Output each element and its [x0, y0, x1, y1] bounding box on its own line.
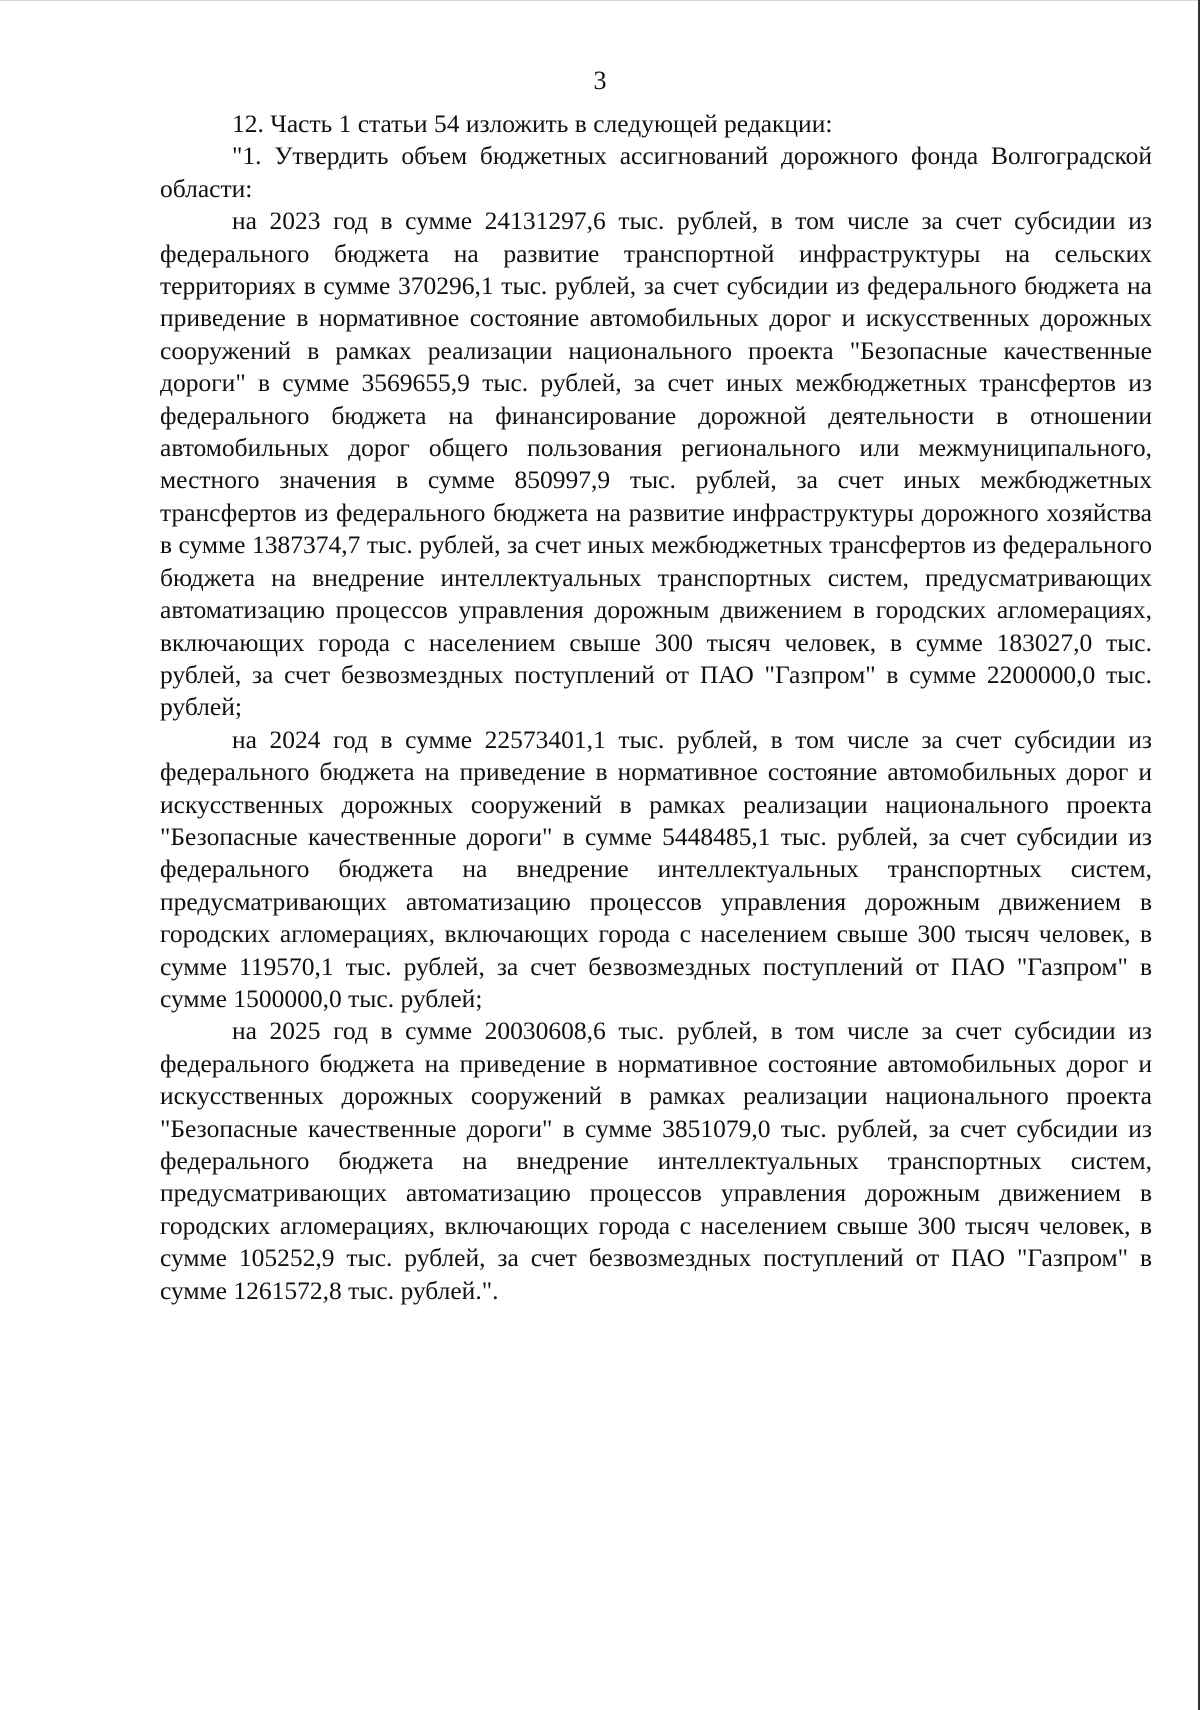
paragraph-2024: на 2024 год в сумме 22573401,1 тыс. рублей, в том числе за счет субсидии из федерального бюджета на приведение в нормативное состояние автомобильных дорог и искусственных дорожных сооружений в рамках реализации национального проекта "Безопасные качественные дороги" в сумме 5448485,1 тыс. рублей, за счет субсидии из федерального бюджета на внедрение интеллектуальных транспортных систем, предусматривающих автоматизацию процессов управления дорожным движением в городских агломерациях, включающих города с населением свыше 300 тысяч человек, в сумме 119570,1 тыс. рублей, за счет безвозмездных поступлений от ПАО "Газпром" в сумме 1500000,0 тыс. рублей;	[160, 724, 1152, 1013]
amendment-heading: 12. Часть 1 статьи 54 изложить в следующей редакции:	[232, 109, 833, 138]
page-number: 3	[593, 66, 607, 95]
page-top-edge	[0, 0, 1200, 1]
document-body	[160, 108, 1152, 1307]
paragraph-2023: на 2023 год в сумме 24131297,6 тыс. рублей, в том числе за счет субсидии из федерального бюджета на развитие транспортной инфраструктуры на сельских территориях в сумме 370296,1 тыс. рублей, за счет субсидии из федерального бюджета на приведение в нормативное состояние автомобильных дорог и искусственных дорожных сооружений в рамках реализации национального проекта "Безопасные качественные дороги" в сумме 3569655,9 тыс. рублей, за счет иных межбюджетных трансфертов из федерального бюджета на финансирование дорожной деятельности в отношении автомобильных дорог общего пользования регионального или межмуниципального, местного значения в сумме 850997,9 тыс. рублей, за счет иных межбюджетных трансфертов из федерального бюджета на развитие инфраструктуры дорожного хозяйства в сумме 1387374,7 тыс. рублей, за счет иных межбюджетных трансфертов из федерального бюджета на внедрение интеллектуальных транспортных систем, предусматривающих автоматизацию процессов управления дорожным движением в городских агломерациях, включающих города с населением свыше 300 тысяч человек, в сумме 183027,0 тыс. рублей, за счет безвозмездных поступлений от ПАО "Газпром" в сумме 2200000,0 тыс. рублей;	[160, 206, 1152, 722]
amendment-intro: "1. Утвердить объем бюджетных ассигнований дорожного фонда Волгоградской области:	[160, 141, 1152, 203]
paragraph-2025: на 2025 год в сумме 20030608,6 тыс. рублей, в том числе за счет субсидии из федерального бюджета на приведение в нормативное состояние автомобильных дорог и искусственных дорожных сооружений в рамках реализации национального проекта "Безопасные качественные дороги" в сумме 3851079,0 тыс. рублей, за счет субсидии из федерального бюджета на внедрение интеллектуальных транспортных систем, предусматривающих автоматизацию процессов управления дорожным движением в городских агломерациях, включающих города с населением свыше 300 тысяч человек, в сумме 105252,9 тыс. рублей, за счет безвозмездных поступлений от ПАО "Газпром" в сумме 1261572,8 тыс. рублей.".	[160, 1016, 1152, 1305]
